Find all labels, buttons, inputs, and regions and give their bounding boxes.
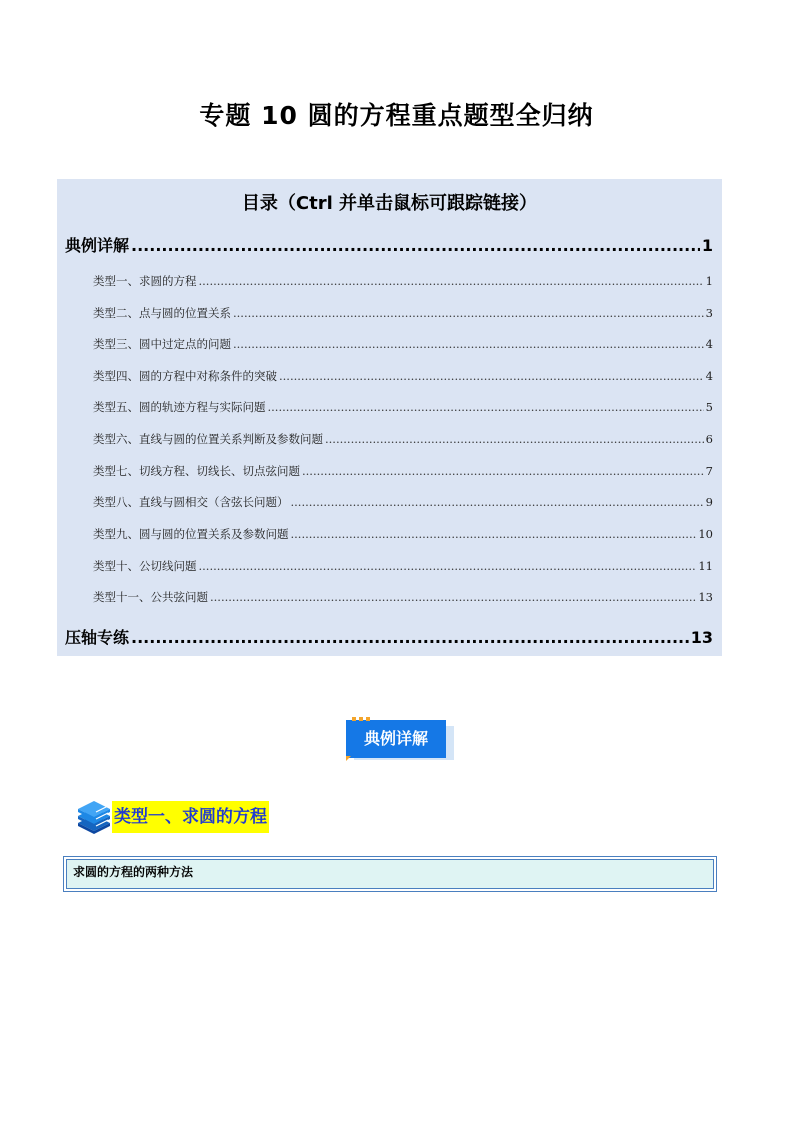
- toc-leader-dots: [210, 590, 696, 604]
- toc-entry-page: 13: [690, 628, 713, 647]
- toc-heading: 目录（Ctrl 并单击鼠标可跟踪链接）: [241, 193, 538, 214]
- toc-leader-dots: [199, 274, 704, 288]
- toc-link-type-1[interactable]: [93, 273, 713, 289]
- toc-entry-page: 1: [705, 274, 713, 288]
- toc-link-type-6[interactable]: [93, 431, 713, 447]
- toc-leader-dots: [302, 464, 704, 478]
- table-of-contents: [57, 179, 722, 656]
- toc-link-type-3[interactable]: [93, 336, 713, 352]
- toc-entry-label: 类型七、切线方程、切线长、切点弦问题: [93, 464, 300, 478]
- section-badge: [346, 720, 446, 756]
- type-heading: [74, 797, 269, 837]
- toc-link-yazhou-zhuanlian[interactable]: [65, 625, 713, 648]
- books-icon: [74, 799, 114, 835]
- toc-link-type-2[interactable]: [93, 305, 713, 321]
- toc-link-type-9[interactable]: [93, 526, 713, 542]
- toc-link-dianli-xiangjie[interactable]: [65, 233, 713, 256]
- toc-entry-label: 类型二、点与圆的位置关系: [93, 306, 231, 320]
- toc-link-type-7[interactable]: [93, 463, 713, 479]
- toc-entry-label: 典例详解: [65, 236, 130, 255]
- toc-entry-page: 7: [705, 464, 713, 478]
- toc-leader-dots: [131, 236, 700, 255]
- toc-entry-page: 10: [698, 527, 713, 541]
- toc-leader-dots: [268, 400, 704, 414]
- toc-entry-page: 4: [705, 337, 713, 351]
- method-box: [63, 856, 717, 892]
- toc-entry-label: 类型五、圆的轨迹方程与实际问题: [93, 400, 266, 414]
- type-title: 类型一、求圆的方程: [112, 801, 269, 833]
- toc-leader-dots: [233, 306, 704, 320]
- toc-link-type-10[interactable]: [93, 558, 713, 574]
- toc-entry-label: 压轴专练: [65, 628, 130, 647]
- toc-entry-label: 类型十、公切线问题: [93, 559, 197, 573]
- toc-entry-page: 5: [705, 400, 713, 414]
- section-badge-label: 典例详解: [346, 720, 446, 758]
- toc-entry-page: 3: [705, 306, 713, 320]
- toc-leader-dots: [291, 495, 704, 509]
- toc-link-type-8[interactable]: [93, 494, 713, 510]
- toc-entry-page: 1: [701, 236, 713, 255]
- toc-link-type-5[interactable]: [93, 399, 713, 415]
- toc-leader-dots: [279, 369, 704, 383]
- toc-entry-page: 4: [705, 369, 713, 383]
- toc-entry-label: 类型八、直线与圆相交（含弦长问题）: [93, 495, 289, 509]
- page-title: 专题 10 圆的方程重点题型全归纳: [199, 101, 594, 130]
- toc-link-type-11[interactable]: [93, 589, 713, 605]
- toc-link-type-4[interactable]: [93, 368, 713, 384]
- badge-dots-decoration: [352, 717, 370, 721]
- method-box-label: 求圆的方程的两种方法: [66, 859, 714, 889]
- toc-leader-dots: [199, 559, 697, 573]
- badge-corner-decoration: [346, 756, 351, 761]
- toc-entry-page: 13: [698, 590, 713, 604]
- toc-entry-page: 9: [705, 495, 713, 509]
- toc-entry-label: 类型九、圆与圆的位置关系及参数问题: [93, 527, 289, 541]
- toc-entry-label: 类型四、圆的方程中对称条件的突破: [93, 369, 277, 383]
- toc-entry-page: 6: [705, 432, 713, 446]
- toc-entry-page: 11: [698, 559, 713, 573]
- toc-entry-label: 类型三、圆中过定点的问题: [93, 337, 231, 351]
- toc-entry-label: 类型十一、公共弦问题: [93, 590, 208, 604]
- toc-entry-label: 类型六、直线与圆的位置关系判断及参数问题: [93, 432, 323, 446]
- toc-leader-dots: [233, 337, 704, 351]
- toc-leader-dots: [325, 432, 704, 446]
- toc-entry-label: 类型一、求圆的方程: [93, 274, 197, 288]
- toc-leader-dots: [131, 628, 689, 647]
- toc-leader-dots: [291, 527, 697, 541]
